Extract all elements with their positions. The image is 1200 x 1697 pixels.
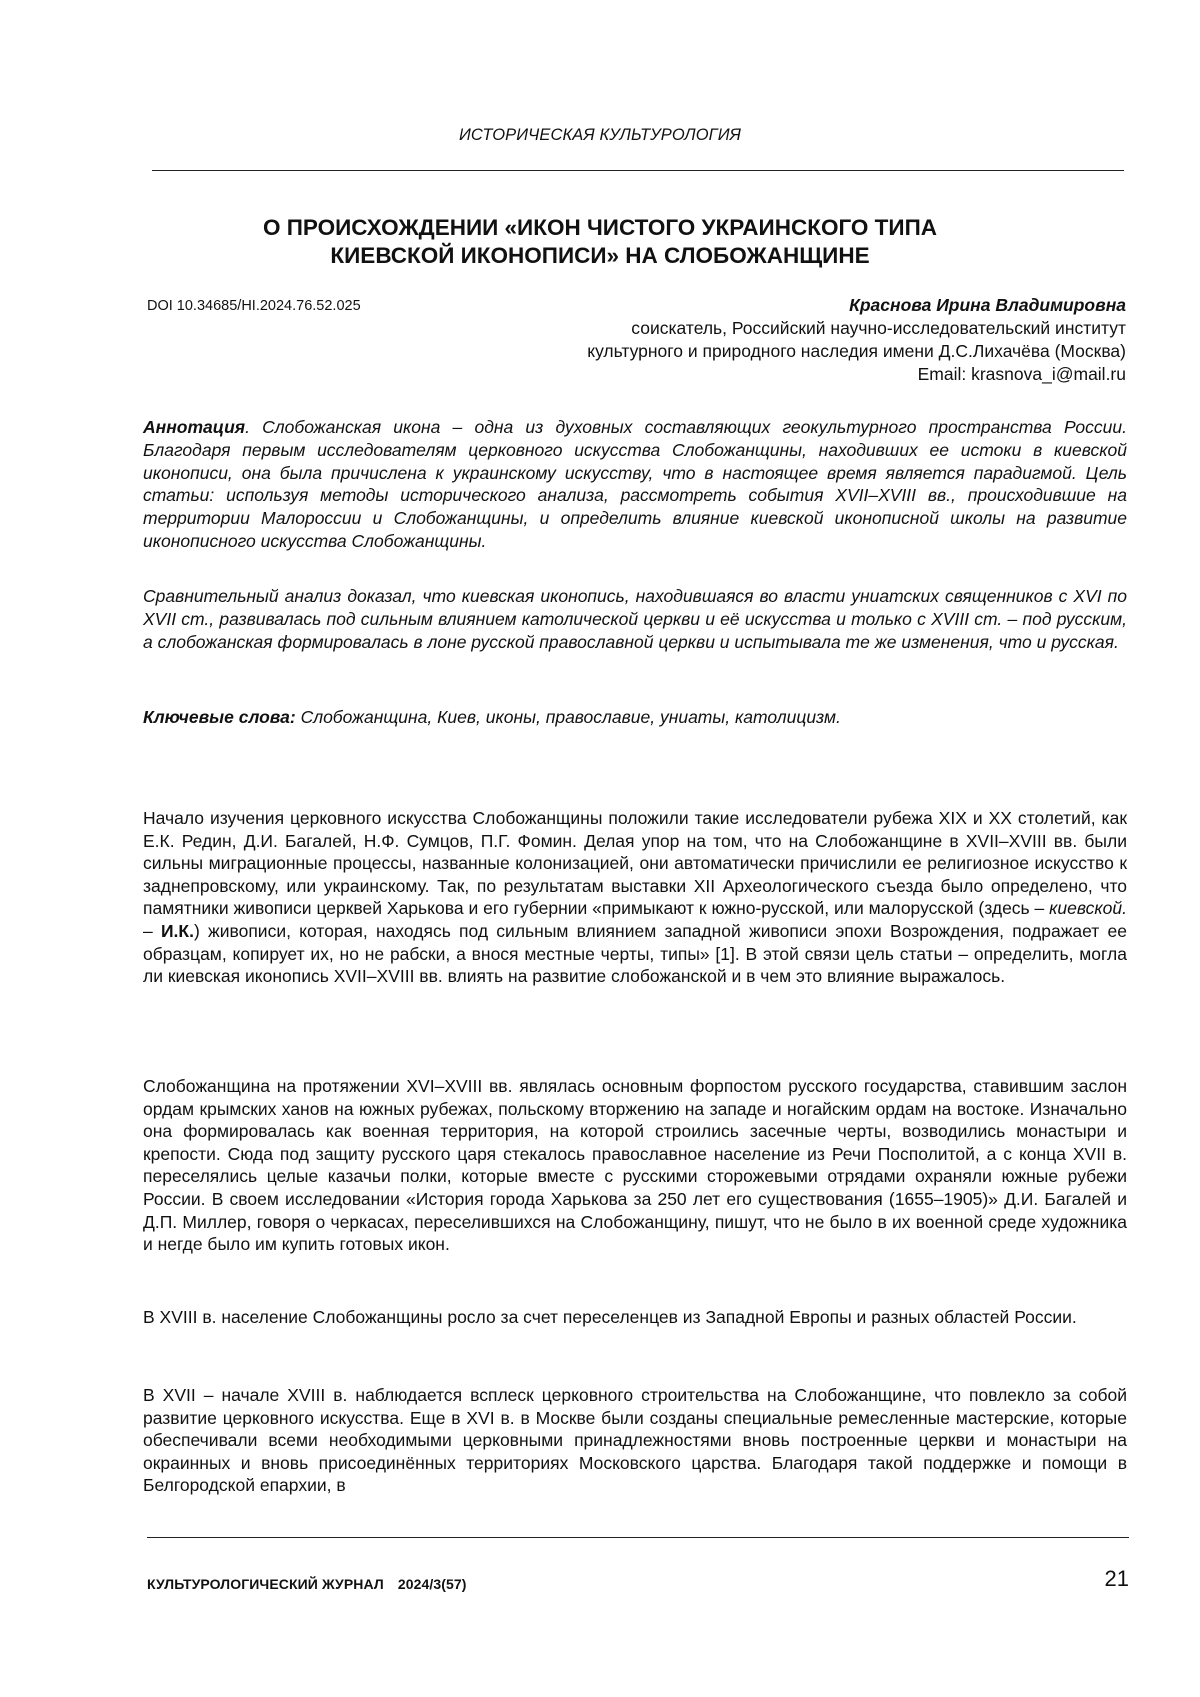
bold-initials: И.К. xyxy=(160,920,194,941)
author-email: Email: krasnova_i@mail.ru xyxy=(917,364,1126,384)
abstract-text: . Слобожанская икона – одна из духовных составляющих геокультурного пространства России. Благодаря первым исследователям церковного искусства Слобожанщины, находивших ее истоки в киевской иконописи, она была причислена к украинскому искусству, что в настоящее время является парадигмой. Цель статьи: используя методы исторического анализа, рассмотреть события XVII–XVIII вв., происходившие на территории Малороссии и Слобожанщины, и определить влияние киевской иконописной школы на развитие иконописного искусства Слобожанщины. xyxy=(143,417,1127,551)
article-title xyxy=(0,214,1200,270)
body-paragraph-2: Слобожанщина на протяжении XVI–XVIII вв. являлась основным форпостом русского государства, ставившим заслон ордам крымских ханов на южных рубежах, польскому вторжению на западе и ногайским ордам на востоке. Изначально она формировалась как военная территория, на которой строились засечные черты, возводились монастыри и крепости. Сюда под защиту русского царя стекалось православное население из Речи Посполитой, а с конца XVII в. переселялись целые казачьи полки, которые вместе с русскими сторожевыми отрядами охраняли южные рубежи России. В своем исследовании «История города Харькова за 250 лет его существования (1655–1905)» Д.И. Багалей и Д.П. Миллер, говоря о черкасах, переселившихся на Слобожанщину, пишут, что не было в их военной среде художника и негде было им купить готовых икон. xyxy=(143,1076,1127,1255)
keywords-text: Слобожанщина, Киев, иконы, православие, униаты, католицизм. xyxy=(295,707,841,727)
affiliation-line-1: соискатель, Российский научно-исследовательский институт xyxy=(631,318,1126,338)
italic-inline: киевской. xyxy=(1049,898,1127,919)
section-header: ИСТОРИЧЕСКАЯ КУЛЬТУРОЛОГИЯ xyxy=(459,126,741,144)
page-number: 21 xyxy=(1104,1566,1129,1591)
paragraph-text: ) живописи, которая, находясь под сильным влиянием западной живописи эпохи Возрождения, подражает ее образцам, копирует их, но не рабски, а внося местные черты, типы» [1]. В этой связи цель статьи – определить, могла ли киевская иконопись XVII–XVIII вв. влиять на развитие слобожанской и в чем это влияние выражалось. xyxy=(143,920,1127,987)
doi: DOI 10.34685/HI.2024.76.52.025 xyxy=(147,298,361,314)
author-name: Краснова Ирина Владимировна xyxy=(849,295,1126,315)
title-line-2: КИЕВСКОЙ ИКОНОПИСИ» НА СЛОБОЖАНЩИНЕ xyxy=(330,243,870,268)
abstract xyxy=(143,416,1127,553)
abstract-label: Аннотация xyxy=(143,417,246,437)
affiliation-line-2: культурного и природного наследия имени Д.С.Лихачёва (Москва) xyxy=(587,341,1126,361)
journal-name: КУЛЬТУРОЛОГИЧЕСКИЙ ЖУРНАЛ xyxy=(147,1576,384,1592)
header-rule xyxy=(152,170,1124,171)
keywords-label: Ключевые слова: xyxy=(143,707,296,727)
footer-rule xyxy=(147,1537,1129,1538)
keywords xyxy=(143,706,1127,729)
author-block xyxy=(587,294,1126,386)
paragraph-text: – xyxy=(143,920,161,941)
footer-journal-info xyxy=(147,1576,481,1592)
paragraph-text: Начало изучения церковного искусства Слобожанщины положили такие исследователи рубежа XIX и XX столетий, как Е.К. Редин, Д.И. Багалей, Н.Ф. Сумцов, П.Г. Фомин. Делая упор на том, что на Слобожанщине в XVII–XVIII вв. были сильны миграционные процессы, названные колонизацией, они автоматически причислили ее религиозное искусство к заднепровскому, или украинскому. Так, по результатам выставки XII Археологического съезда было определено, что памятники живописи церквей Харькова и его губернии «примыкают к южно-русской, или малорусской (здесь – xyxy=(143,808,1127,919)
title-line-1: О ПРОИСХОЖДЕНИИ «ИКОН ЧИСТОГО УКРАИНСКОГО ТИПА xyxy=(263,215,937,240)
body-paragraph-1 xyxy=(143,807,1127,988)
body-paragraph-3: В XVIII в. население Слобожанщины росло за счет переселенцев из Западной Европы и разных областей России. xyxy=(143,1307,1077,1327)
abstract-conclusion: Сравнительный анализ доказал, что киевская иконопись, находившаяся во власти униатских священников с XVI по XVII ст., развивалась под сильным влиянием католической церкви и её искусства и только с XVIII ст. – под русским, а слобожанская формировалась в лоне русской православной церкви и испытывала те же изменения, что и русская. xyxy=(143,586,1127,652)
journal-issue: 2024/3(57) xyxy=(397,1576,467,1592)
body-paragraph-4: В XVII – начале XVIII в. наблюдается всплеск церковного строительства на Слобожанщине, что повлекло за собой развитие церковного искусства. Еще в XVI в. в Москве были созданы специальные ремесленные мастерские, которые обеспечивали всеми необходимыми церковными принадлежностями вновь построенные церкви и монастыри на окраинных и вновь присоединённых территориях Московского царства. Благодаря такой поддержке и помощи в Белгородской епархии, в xyxy=(143,1385,1127,1496)
